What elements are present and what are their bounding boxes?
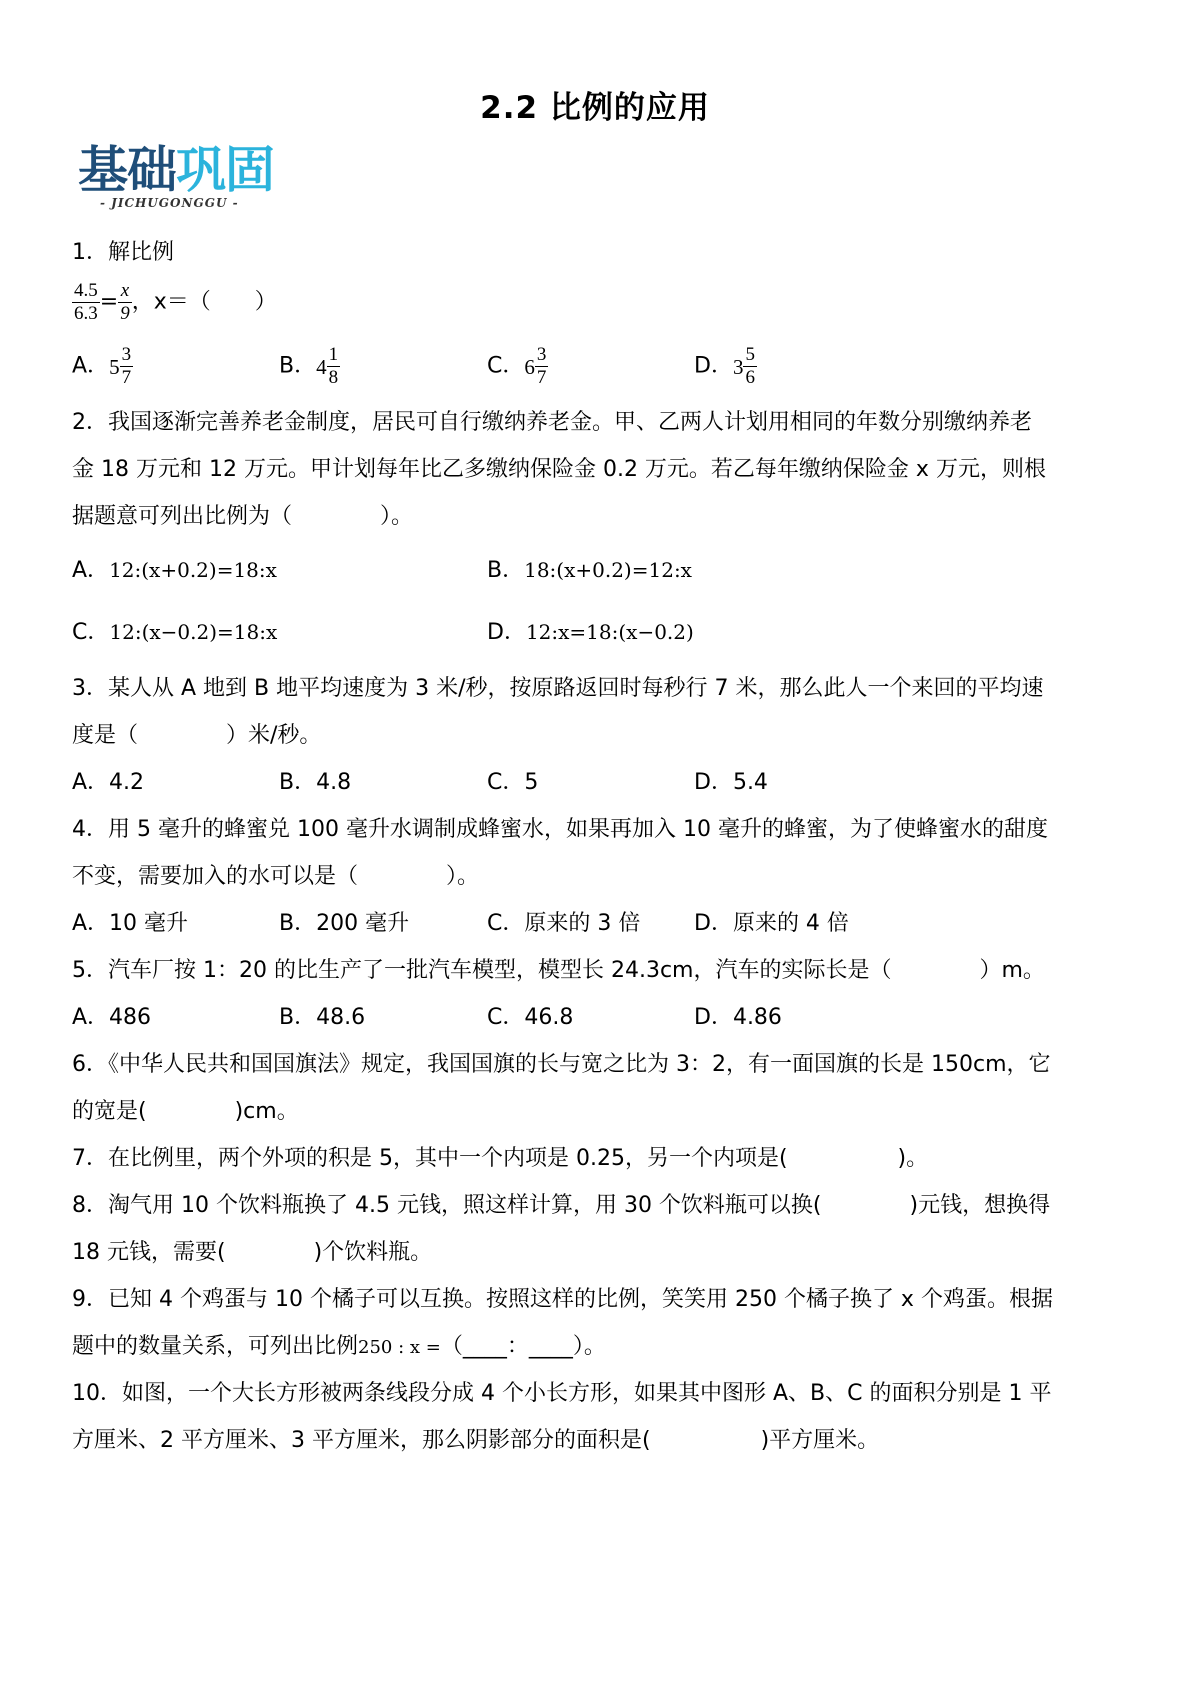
q1-option-a-label: A． [72, 353, 110, 379]
q10-line-1: 10．如图，一个大长方形被两条线段分成 4 个小长方形，如果其中图形 A、B、C 的面积分别是 1 平 [72, 1381, 1052, 1406]
q3-option-c: C．5 [487, 770, 539, 795]
q5-option-d: D．4.86 [694, 1005, 782, 1030]
q1-option-d-den: 6 [745, 367, 755, 388]
q3-option-d: D．5.4 [694, 770, 768, 795]
q2-option-c [72, 617, 277, 648]
q2-option-c-expr: 12:(x−0.2)=18:x [109, 620, 278, 644]
q2-option-a-label: A． [72, 558, 110, 583]
q1-option-c-den: 7 [536, 367, 547, 388]
q10-line-2: 方厘米、2 平方厘米、3 平方厘米，那么阴影部分的面积是( )平方厘米。 [72, 1428, 880, 1453]
q1-num1: 4.5 [74, 280, 98, 301]
q1-equation [72, 280, 277, 325]
q2-option-a-expr: 12:(x+0.2)=18:x [109, 558, 277, 582]
q2-line-1: 2．我国逐渐完善养老金制度，居民可自行缴纳养老金。甲、乙两人计划用相同的年数分别缴纳养老 [72, 410, 1033, 435]
q4-line-1: 4．用 5 毫升的蜂蜜兑 100 毫升水调制成蜂蜜水，如果再加入 10 毫升的蜂蜜，为了使蜂蜜水的甜度 [72, 817, 1048, 842]
q4-option-b: B．200 毫升 [279, 911, 410, 936]
q1-option-d [694, 344, 757, 389]
q2-option-d [487, 617, 694, 648]
q2-option-a [72, 555, 277, 586]
q1-option-c-whole: 6 [524, 354, 535, 379]
q4-line-2: 不变，需要加入的水可以是（ ）。 [72, 864, 480, 889]
q1-option-c-label: C． [487, 353, 525, 379]
page-title: 2.2 比例的应用 [480, 90, 710, 126]
q4-option-c: C．原来的 3 倍 [487, 911, 641, 936]
q1-equals: = [99, 289, 119, 315]
q8-line-1: 8．淘气用 10 个饮料瓶换了 4.5 元钱，照这样计算，用 30 个饮料瓶可以换( )元钱，想换得 [72, 1193, 1051, 1218]
q2-option-b [487, 555, 692, 586]
logo-chinese [78, 140, 288, 200]
q1-option-b-den: 8 [328, 367, 339, 388]
q1-option-a-whole: 5 [109, 354, 120, 379]
q1-den1: 6.3 [74, 303, 98, 324]
q1-option-c-num: 3 [536, 344, 547, 365]
q3-line-2: 度是（ ）米/秒。 [72, 723, 322, 748]
q1-option-d-whole: 3 [732, 354, 744, 379]
q1-option-b-frac [327, 344, 341, 389]
logo-english: - JICHUGONGGU - [100, 196, 239, 210]
q3-line-1: 3．某人从 A 地到 B 地平均速度为 3 米/秒，按原路返回时每秒行 7 米，那么此人一个来回的平均速 [72, 676, 1044, 701]
q1-option-a-frac [120, 344, 134, 389]
q1-fraction-right [118, 280, 132, 325]
q6-line-1: 6．《中华人民共和国国旗法》规定，我国国旗的长与宽之比为 3：2，有一面国旗的长是 150cm，它 [72, 1052, 1051, 1077]
q2-line-3: 据题意可列出比例为（ ）。 [72, 504, 414, 529]
q1-tail: ，x＝（ ） [131, 289, 277, 315]
q2-option-b-label: B． [487, 558, 525, 583]
q1-option-c-frac [535, 344, 549, 389]
q9-proportion-expr: 250 : x = [358, 1337, 441, 1358]
q6-line-2: 的宽是( )cm。 [72, 1099, 299, 1124]
q1-option-c [487, 344, 548, 389]
q1-stem: 1．解比例 [72, 240, 174, 265]
q1-num2: x [118, 280, 132, 303]
q9-answer-blanks: （____：____）。 [440, 1334, 606, 1359]
logo-text-light: 巩固 [176, 141, 274, 199]
q5-line-1: 5．汽车厂按 1：20 的比生产了一批汽车模型，模型长 24.3cm，汽车的实际长是（ ）m。 [72, 958, 1045, 983]
q1-option-b-label: B． [279, 353, 317, 379]
q7-line-1: 7．在比例里，两个外项的积是 5，其中一个内项是 0.25，另一个内项是( )。 [72, 1146, 929, 1171]
q2-option-b-expr: 18:(x+0.2)=12:x [524, 558, 692, 582]
q5-option-b: B．48.6 [279, 1005, 366, 1030]
q8-line-2: 18 元钱，需要( )个饮料瓶。 [72, 1240, 433, 1265]
q5-option-c: C．46.8 [487, 1005, 574, 1030]
section-logo [78, 140, 288, 215]
q2-option-d-label: D． [487, 620, 526, 645]
logo-text-dark: 基础 [78, 141, 176, 199]
q4-option-a: A．10 毫升 [72, 911, 189, 936]
q5-option-a: A．486 [72, 1005, 152, 1030]
q1-option-a-den: 7 [121, 367, 132, 388]
q1-option-b-whole: 4 [316, 354, 327, 379]
q1-option-a-num: 3 [121, 344, 132, 365]
q1-option-d-num: 5 [745, 344, 755, 365]
q2-option-d-expr: 12:x=18:(x−0.2) [525, 620, 694, 644]
q3-option-a: A．4.2 [72, 770, 145, 795]
q1-option-b [279, 344, 340, 389]
q1-option-d-frac [743, 344, 757, 389]
q9-line-1: 9．已知 4 个鸡蛋与 10 个橘子可以互换。按照这样的比例，笑笑用 250 个橘子换了 x 个鸡蛋。根据 [72, 1287, 1053, 1312]
q1-option-a [72, 344, 133, 389]
q1-option-d-label: D． [694, 353, 733, 379]
q2-line-2: 金 18 万元和 12 万元。甲计划每年比乙多缴纳保险金 0.2 万元。若乙每年缴纳保险金 x 万元，则根 [72, 457, 1046, 482]
q2-option-c-label: C． [72, 620, 110, 645]
q1-option-b-num: 1 [328, 344, 339, 365]
q4-option-d: D．原来的 4 倍 [694, 911, 849, 936]
q9-line-2 [72, 1332, 606, 1363]
q9-line-2-text: 题中的数量关系，可列出比例 [72, 1334, 359, 1359]
q1-den2: 9 [120, 303, 130, 324]
q3-option-b: B．4.8 [279, 770, 352, 795]
q1-fraction-left [72, 280, 100, 325]
